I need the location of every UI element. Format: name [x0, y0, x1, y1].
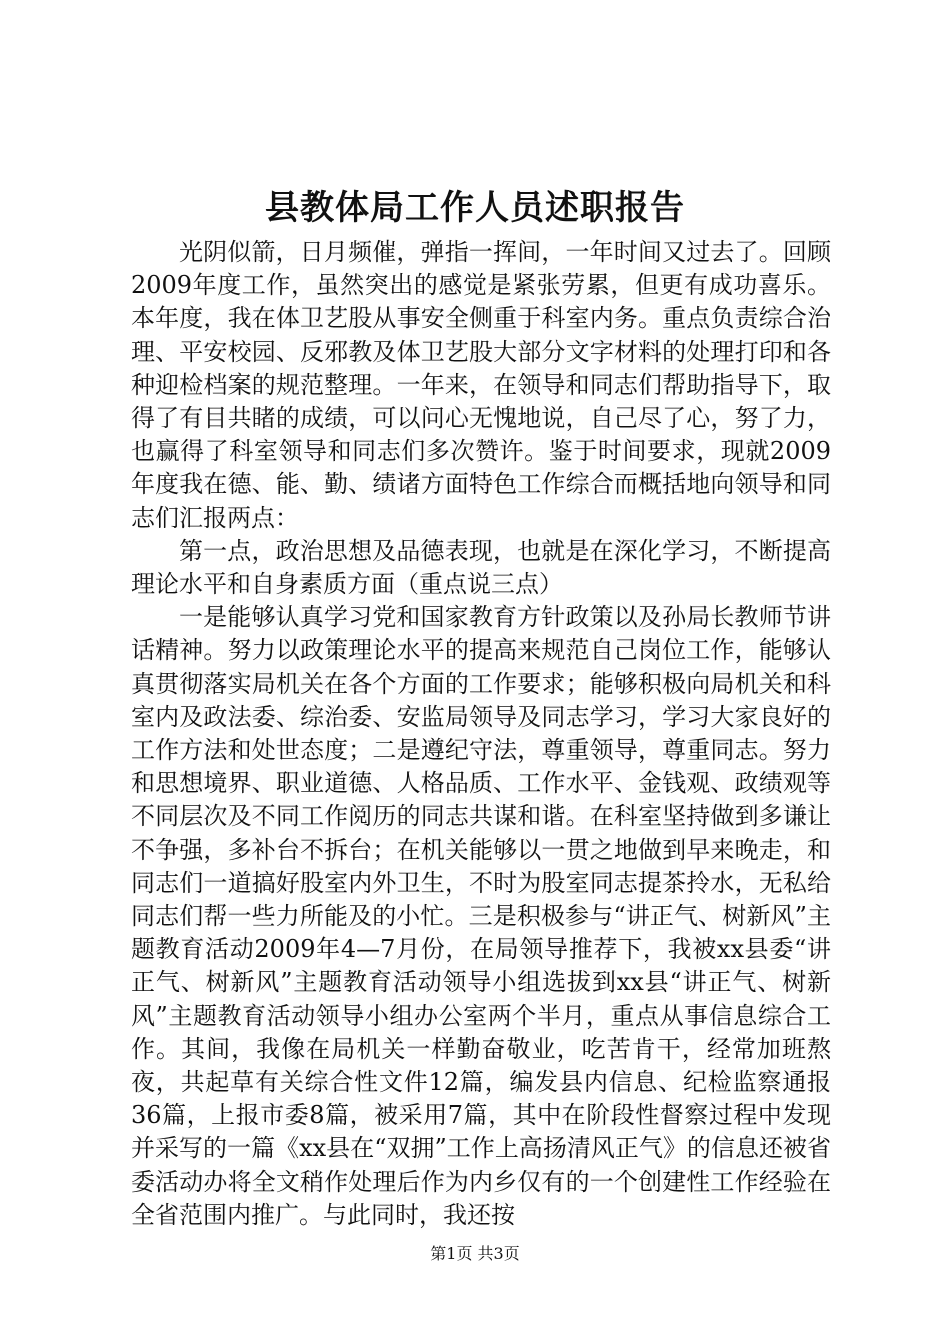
- paragraph-intro: 光阴似箭，日月频催，弹指一挥间，一年时间又过去了。回顾2009年度工作，虽然突出的感觉是紧张劳累，但更有成功喜乐。本年度，我在体卫艺股从事安全侧重于科室内务。重点负责综合治理、平安校园、反邪教及体卫艺股大部分文字材料的处理打印和各种迎检档案的规范整理。一年来，在领导和同志们帮助指导下，取得了有目共睹的成绩，可以问心无愧地说，自己尽了心，努了力，也赢得了科室领导和同志们多次赞许。鉴于时间要求，现就2009年度我在德、能、勤、绩诸方面特色工作综合而概括地向领导和同志们汇报两点：: [131, 238, 831, 532]
- document-title: 县教体局工作人员述职报告: [265, 188, 685, 228]
- paragraph-details: 一是能够认真学习党和国家教育方针政策以及孙局长教师节讲话精神。努力以政策理论水平的提高来规范自己岗位工作，能够认真贯彻落实局机关在各个方面的工作要求；能够积极向局机关和科室内及政法委、综治委、安监局领导及同志学习，学习大家良好的工作方法和处世态度；二是遵纪守法，尊重领导，尊重同志。努力和思想境界、职业道德、人格品质、工作水平、金钱观、政绩观等不同层次及不同工作阅历的同志共谋和谐。在科室坚持做到多谦让不争强，多补台不拆台；在机关能够以一贯之地做到早来晚走，和同志们一道搞好股室内外卫生，不时为股室同志提茶拎水，无私给同志们帮一些力所能及的小忙。三是积极参与“讲正气、树新风”主题教育活动2009年4—7月份，在局领导推荐下，我被xx县委“讲正气、树新风”主题教育活动领导小组选拔到xx县“讲正气、树新风”主题教育活动领导小组办公室两个半月，重点从事信息综合工作。其间，我像在局机关一样勤奋敬业，吃苦肯干，经常加班熬夜，共起草有关综合性文件12篇，编发县内信息、纪检监察通报36篇，上报市委8篇，被采用7篇，其中在阶段性督察过程中发现并采写的一篇《xx县在“双拥”工作上高扬清风正气》的信息还被省委活动办将全文稍作处理后作为内乡仅有的一个创建性工作经验在全省范围内推广。与此同时，我还按: [131, 603, 831, 1229]
- page-number-footer: 第1页 共3页: [430, 1244, 520, 1263]
- document-body: [131, 236, 831, 1232]
- paragraph-point-one: 第一点，政治思想及品德表现，也就是在深化学习，不断提高理论水平和自身素质方面（重点说三点）: [131, 536, 831, 599]
